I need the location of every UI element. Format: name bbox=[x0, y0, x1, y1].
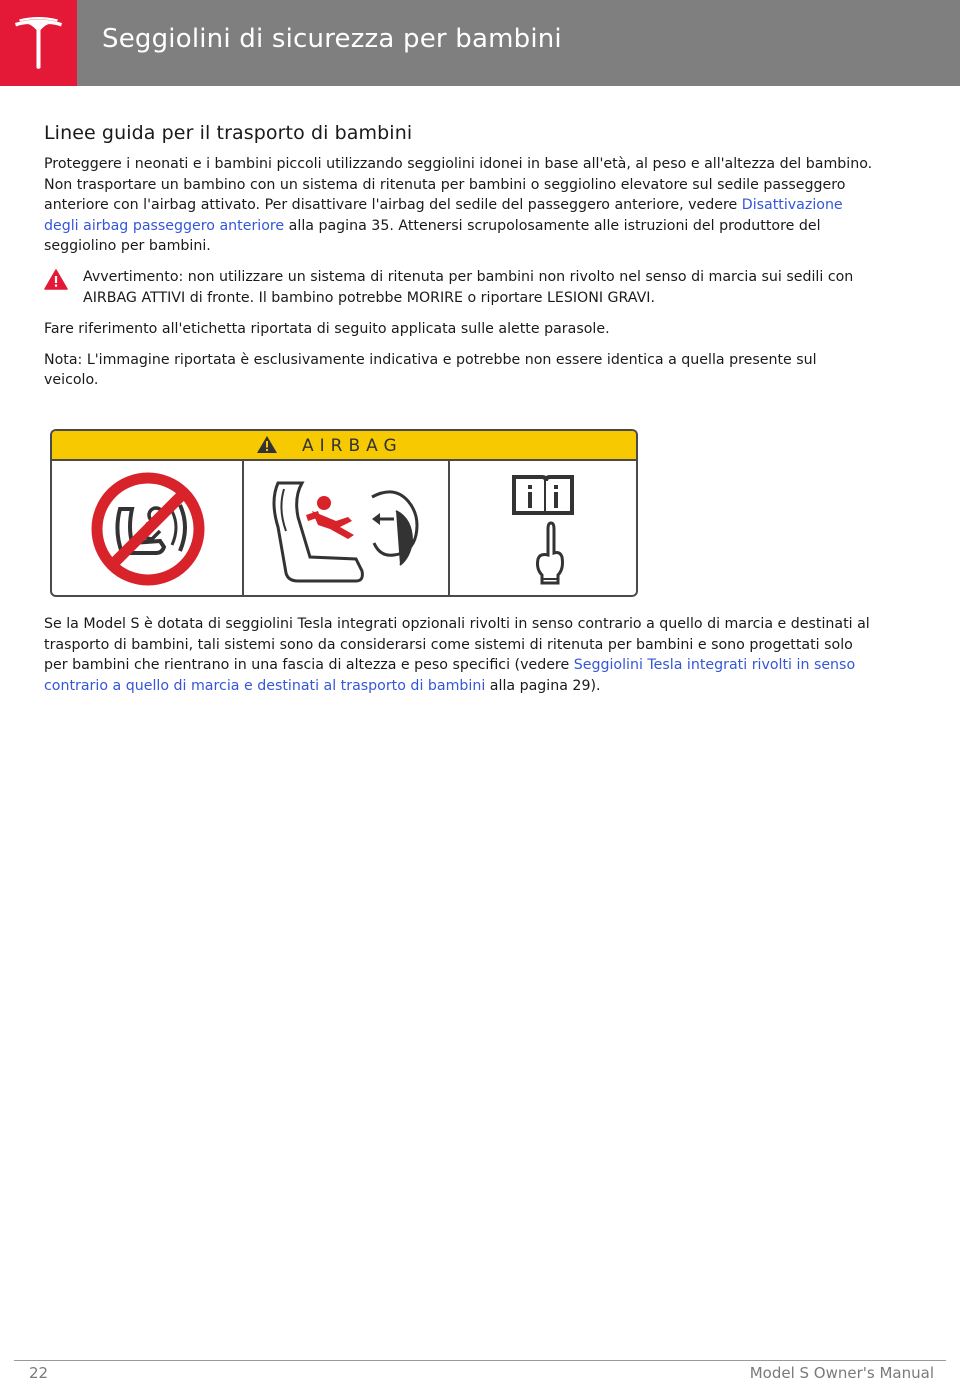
caution-triangle-icon bbox=[256, 435, 278, 454]
intro-tail: alla pagina 35. Attenersi scrupolosamente alle istruzioni del produttore del seggiolino per bambini. bbox=[44, 217, 821, 255]
seat-airbag-panel bbox=[244, 461, 450, 597]
no-rear-facing-seat-panel bbox=[52, 461, 244, 597]
warning-block bbox=[44, 267, 874, 308]
airbag-label-header bbox=[52, 431, 636, 461]
manual-title: Model S Owner's Manual bbox=[749, 1364, 934, 1382]
integrated-seats-paragraph bbox=[44, 614, 874, 696]
airbag-label-text: AIRBAG bbox=[302, 436, 403, 456]
seat-airbag-icon bbox=[244, 461, 450, 597]
airbag-warning-label bbox=[50, 429, 638, 597]
section-heading: Linee guida per il trasporto di bambini bbox=[44, 122, 413, 144]
read-manual-panel bbox=[450, 461, 636, 597]
warning-text: Avvertimento: non utilizzare un sistema di ritenuta per bambini non rivolto nel senso di marcia sui sedili con AIRBAG ATTIVI di fronte. Il bambino potrebbe MORIRE o riportare LESIONI GRAVI. bbox=[83, 268, 854, 306]
intro-text: Proteggere i neonati e i bambini piccoli utilizzando seggiolini idonei in base all'età, al peso e all'altezza del bambino. Non trasportare un bambino con un sistema di ritenuta per bambini o seggiolino elevatore sul sedile passeggero anteriore con l'airbag attivato. Per disattivare l'airbag del sedile del passeggero anteriore, vedere bbox=[44, 156, 873, 214]
warning-icon bbox=[44, 269, 68, 290]
integrated-seats-link[interactable]: Seggiolini Tesla integrati rivolti in senso contrario a quello di marcia e destinati al trasporto di bambini bbox=[44, 657, 856, 694]
tesla-logo-icon bbox=[13, 17, 64, 69]
integrated-seats-tail: alla pagina 29). bbox=[485, 677, 601, 694]
page-number: 22 bbox=[29, 1364, 49, 1382]
footer-divider bbox=[14, 1360, 946, 1361]
main-content bbox=[44, 122, 874, 401]
page-title: Seggiolini di sicurezza per bambini bbox=[102, 24, 562, 54]
tesla-logo bbox=[0, 0, 77, 86]
prohibited-child-seat-icon bbox=[52, 461, 244, 597]
airbag-disable-link[interactable]: Disattivazione degli airbag passeggero anteriore bbox=[44, 197, 843, 234]
manual-info-icon bbox=[450, 461, 636, 597]
note-paragraph: Nota: L'immagine riportata è esclusivamente indicativa e potrebbe non essere identica a quella presente sul veicolo. bbox=[44, 351, 817, 389]
page-header bbox=[0, 0, 960, 86]
integrated-seats-text: Se la Model S è dotata di seggiolini Tesla integrati opzionali rivolti in senso contrario a quello di marcia e destinati al trasporto di bambini, tali sistemi sono da considerarsi come sistemi di ritenuta per bambini e sono progettati solo per bambini che rientrano in una fascia di altezza e peso specifici (vedere bbox=[44, 616, 870, 674]
label-reference-paragraph: Fare riferimento all'etichetta riportata di seguito applicata sulle alette parasole. bbox=[44, 321, 610, 338]
intro-paragraph bbox=[44, 154, 874, 257]
